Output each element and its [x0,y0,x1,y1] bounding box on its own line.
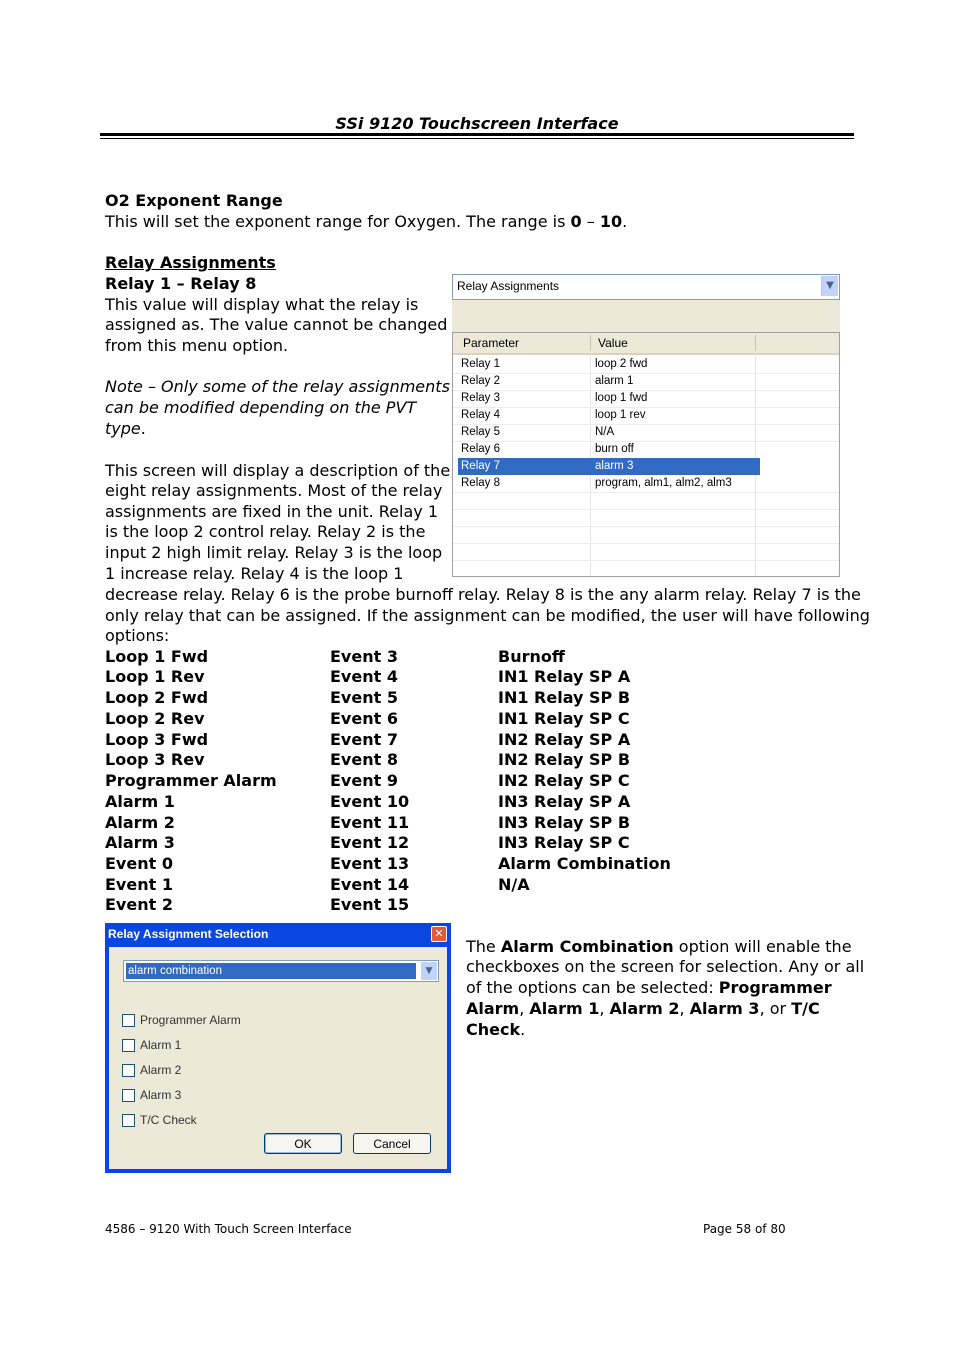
panel-spacer [452,300,840,332]
row-value: loop 2 fwd [595,358,648,370]
row-value: alarm 3 [595,460,634,472]
row-divider [453,543,839,544]
dialog-body [109,947,447,1169]
option-item: Event 5 [330,688,398,707]
option-item: Alarm 1 [105,792,175,811]
option-item: Event 4 [330,667,398,686]
row-value: N/A [595,426,615,438]
option-item: Loop 3 Fwd [105,730,209,749]
dropdown-value: Relay Assignments [457,279,560,293]
chevron-down-icon[interactable]: ▼ [421,962,437,980]
option-item: IN2 Relay SP B [498,750,631,769]
option-item: IN1 Relay SP C [498,709,630,728]
checkbox-alarm-2[interactable] [122,1064,135,1077]
option-item: Event 14 [330,875,410,894]
header-rule-thin [100,138,854,139]
option-item: Event 12 [330,833,410,852]
relay-full-line: only relay that can be assigned. If the assignment can be modified, the user will have following [105,606,870,625]
row-parameter: Relay 6 [461,443,500,455]
checkbox-label: T/C Check [140,1113,197,1127]
alarm-text-line: The Alarm Combination option will enable the [466,937,852,956]
option-item: IN1 Relay SP B [498,688,631,707]
assignment-combo[interactable] [123,960,439,982]
checkbox-label: Programmer Alarm [140,1013,241,1027]
header-rule [100,133,854,136]
row-divider [453,560,839,561]
row-value: alarm 1 [595,375,634,387]
row-divider [453,526,839,527]
checkbox-programmer-alarm[interactable] [122,1014,135,1027]
relay-screen-line: is the loop 2 control relay. Relay 2 is the [105,522,426,541]
row-value: loop 1 rev [595,409,646,421]
table-row[interactable] [453,373,839,390]
option-item: Loop 2 Fwd [105,688,209,707]
option-item: Loop 1 Rev [105,667,205,686]
option-item: Event 2 [105,895,173,914]
row-parameter: Relay 1 [461,358,500,370]
alarm-text-line: Check. [466,1020,526,1039]
option-item: Event 9 [330,771,398,790]
row-value: loop 1 fwd [595,392,648,404]
option-item: IN2 Relay SP A [498,730,631,749]
table-row[interactable] [453,356,839,373]
option-item: Event 6 [330,709,398,728]
option-item: Event 7 [330,730,398,749]
option-item: Event 13 [330,854,410,873]
relay-full-line: decrease relay. Relay 6 is the probe burnoff relay. Relay 8 is the any alarm relay. Relay 7 is the [105,585,861,604]
relay-screen-line: assignments are fixed in the unit. Relay 1 [105,502,438,521]
o2-description: This will set the exponent range for Oxygen. The range is 0 – 10. [105,212,628,231]
dialog-title: Relay Assignment Selection [108,927,269,941]
table-row[interactable] [453,390,839,407]
combo-selected-value: alarm combination [126,963,416,979]
checkbox-label: Alarm 2 [140,1063,182,1077]
relay-note-line: type. [105,419,146,438]
o2-heading: O2 Exponent Range [105,191,283,210]
page-header-title: SSi 9120 Touchscreen Interface [335,114,619,133]
relay-desc-line: This value will display what the relay is [105,295,419,314]
footer-page-number: Page 58 of 80 [703,1222,786,1236]
grid-header [453,333,839,355]
table-row[interactable] [453,407,839,424]
relay-assignments-dropdown[interactable] [452,274,840,300]
column-header-value[interactable]: Value [598,336,628,350]
checkbox-alarm-3[interactable] [122,1089,135,1102]
option-item: Event 11 [330,813,410,832]
alarm-text-line: Alarm, Alarm 1, Alarm 2, Alarm 3, or T/C [466,999,820,1018]
table-row[interactable] [453,475,839,492]
option-item: IN3 Relay SP A [498,792,631,811]
table-row-selected[interactable] [458,458,760,475]
checkbox-label: Alarm 1 [140,1038,182,1052]
option-item: IN3 Relay SP B [498,813,631,832]
relay-assignments-panel [452,274,840,576]
option-item: Burnoff [498,647,565,666]
relay-screen-line: This screen will display a description of the [105,461,451,480]
option-item: Alarm 2 [105,813,175,832]
relay-desc-line: from this menu option. [105,336,289,355]
table-row[interactable] [453,441,839,458]
checkbox-label: Alarm 3 [140,1088,182,1102]
ok-button[interactable]: OK [264,1133,342,1154]
alarm-text-line: of the options can be selected: Programmer [466,978,832,997]
row-divider [453,492,839,493]
relay-note-line: can be modified depending on the PVT [105,398,417,417]
checkbox-tc-check[interactable] [122,1114,135,1127]
relay-assignment-selection-dialog [105,923,451,1173]
option-item: N/A [498,875,530,894]
relay-screen-line: eight relay assignments. Most of the relay [105,481,443,500]
relay-screen-line: 1 increase relay. Relay 4 is the loop 1 [105,564,404,583]
option-item: Event 15 [330,895,410,914]
row-divider [453,509,839,510]
option-item: Programmer Alarm [105,771,277,790]
option-item: IN3 Relay SP C [498,833,630,852]
chevron-down-icon[interactable]: ▼ [821,276,838,296]
option-item: Event 8 [330,750,398,769]
option-item: Loop 3 Rev [105,750,205,769]
option-item: Event 0 [105,854,173,873]
relay-grid [452,332,840,577]
close-icon[interactable]: ✕ [431,926,447,942]
relay-desc-line: assigned as. The value cannot be changed [105,315,448,334]
row-parameter: Relay 7 [461,460,500,472]
column-divider[interactable] [590,335,591,351]
checkbox-alarm-1[interactable] [122,1039,135,1052]
table-row[interactable] [453,424,839,441]
relay-subheading: Relay 1 – Relay 8 [105,274,257,293]
option-item: Event 1 [105,875,173,894]
row-parameter: Relay 4 [461,409,500,421]
row-parameter: Relay 8 [461,477,500,489]
column-divider[interactable] [755,335,756,351]
option-item: Alarm 3 [105,833,175,852]
option-item: Loop 2 Rev [105,709,205,728]
option-item: Loop 1 Fwd [105,647,209,666]
relay-heading: Relay Assignments [105,253,276,272]
footer-left: 4586 – 9120 With Touch Screen Interface [105,1222,352,1236]
option-item: Event 3 [330,647,398,666]
relay-full-line: options: [105,626,170,645]
relay-note-line: Note – Only some of the relay assignments [105,377,450,396]
relay-screen-line: input 2 high limit relay. Relay 3 is the loop [105,543,443,562]
alarm-text-line: checkboxes on the screen for selection. Any or all [466,957,865,976]
row-value: burn off [595,443,634,455]
row-value: program, alm1, alm2, alm3 [595,477,732,489]
cancel-button[interactable]: Cancel [353,1133,431,1154]
option-item: Alarm Combination [498,854,671,873]
option-item: Event 10 [330,792,410,811]
option-item: IN1 Relay SP A [498,667,631,686]
row-parameter: Relay 5 [461,426,500,438]
option-item: IN2 Relay SP C [498,771,630,790]
row-parameter: Relay 2 [461,375,500,387]
row-parameter: Relay 3 [461,392,500,404]
column-header-parameter[interactable]: Parameter [463,336,520,350]
